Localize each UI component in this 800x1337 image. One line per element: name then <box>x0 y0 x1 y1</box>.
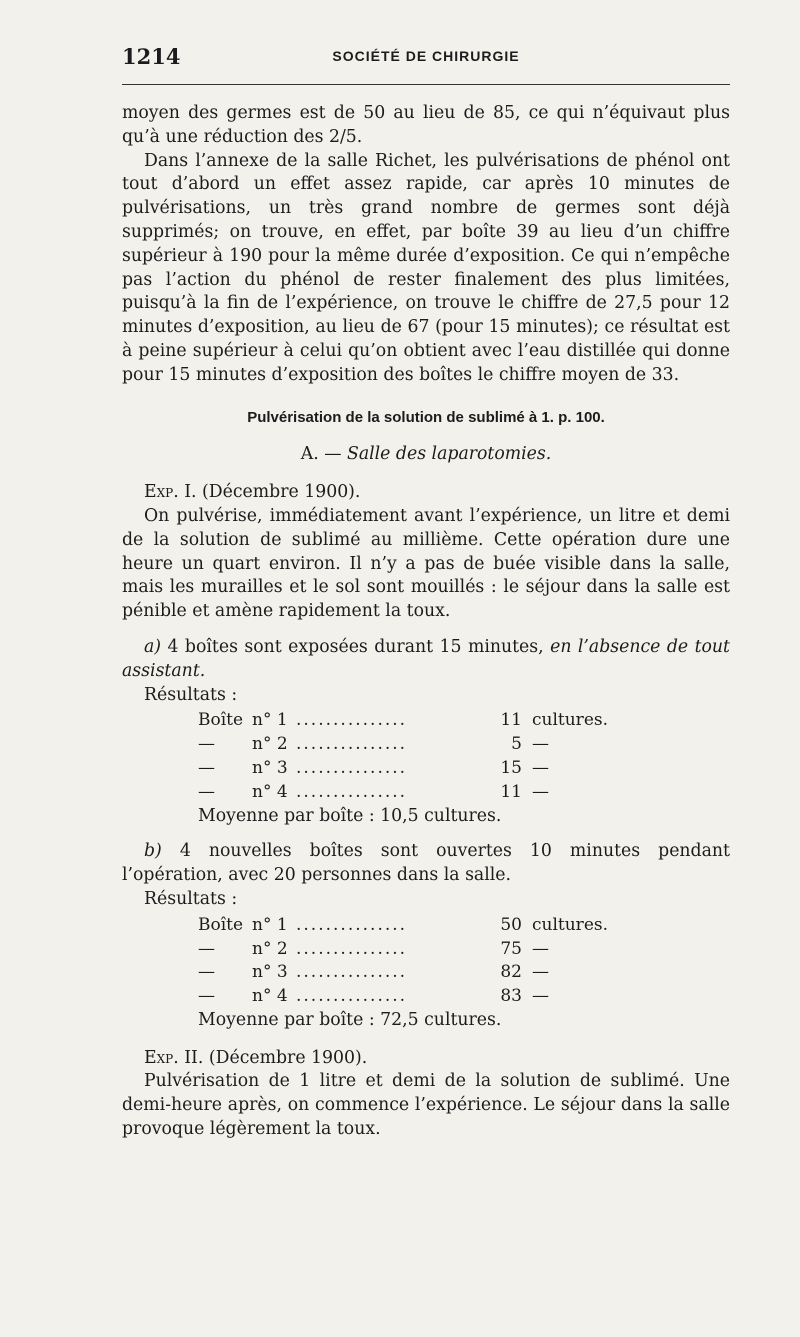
row-value: 83 <box>500 986 522 1007</box>
experiment-2-heading <box>122 1047 730 1071</box>
row-dots: ............... <box>296 734 408 755</box>
running-title: SOCIÉTÉ DE CHIRURGIE <box>332 48 520 64</box>
row-value: 5 <box>511 734 522 755</box>
row-number: n° 2 <box>252 734 288 755</box>
table-row <box>198 709 608 733</box>
header-rule <box>122 84 730 85</box>
part-b-results-table <box>198 914 608 1009</box>
subheading-prefix: A. — <box>300 444 347 465</box>
experiment-1-text: On pulvérise, immédiatement avant l’expérience, un litre et demi de la solution de sublimé au millième. Cette opération dure une heure un quart environ. Il n’y a pas de buée visible dans la salle, mais les murailles et le sol sont mouillés : le séjour dans la salle est pénible et amène rapidement la toux. <box>122 505 730 622</box>
row-number: n° 2 <box>252 938 288 959</box>
experiment-2-text: Pulvérisation de 1 litre et demi de la solution de sublimé. Une demi-heure après, on commence l’expérience. Le séjour dans la salle provoque légèrement la toux. <box>122 1071 730 1140</box>
row-number: n° 4 <box>252 781 288 802</box>
page-header <box>122 44 730 70</box>
section-heading: Pulvérisation de la solution de sublimé à 1. p. 100. <box>247 408 605 426</box>
part-b-text <box>122 840 730 888</box>
part-a-results-label: Résultats : <box>144 684 238 705</box>
row-number: n° 4 <box>252 986 288 1007</box>
row-dots: ............... <box>296 781 408 802</box>
row-number: n° 1 <box>252 914 288 935</box>
row-label: — <box>198 757 215 778</box>
subheading-title: Salle des laparotomies. <box>346 444 552 465</box>
row-value: 11 <box>500 710 522 731</box>
row-value: 82 <box>500 962 522 983</box>
row-dots: ............... <box>296 710 408 731</box>
table-row <box>198 781 608 805</box>
row-value: 11 <box>500 781 522 802</box>
part-a-text <box>122 636 730 684</box>
part-a-body: 4 boîtes sont exposées durant 15 minutes, <box>161 636 551 657</box>
part-a-letter: a) <box>144 636 162 657</box>
row-number: n° 3 <box>252 962 288 983</box>
row-dots: ............... <box>296 757 408 778</box>
row-unit: — <box>532 757 549 778</box>
row-label: — <box>198 986 215 1007</box>
table-row <box>198 757 608 781</box>
page-body <box>122 102 730 1142</box>
row-value: 50 <box>500 914 522 935</box>
experiment-2-label: Exp. II. <box>144 1047 204 1068</box>
paragraph-richet: Dans l’annexe de la salle Richet, les pulvérisations de phénol ont tout d’abord un effet assez rapide, car après 10 minutes de pulvérisations, un très grand nombre de germes sont déjà supprimés; on trouve, en effet, par boîte 39 au lieu d’un chiffre supérieur à 190 pour la même durée d’exposition. Ce qui n’empêche pas l’action du phénol de rester finalement des plus limitées, puisqu’à la fin de l’expérience, on trouve le chiffre de 27,5 pour 12 minutes d’exposition, au lieu de 67 (pour 15 minutes); ce résultat est à peine supérieur à celui qu’on obtient avec l’eau distillée qui donne pour 15 minutes d’exposition des boîtes le chiffre moyen de 33. <box>122 150 730 385</box>
page-number: 1214 <box>122 44 181 69</box>
row-unit: — <box>532 938 549 959</box>
row-value: 75 <box>500 938 522 959</box>
row-unit: — <box>532 781 549 802</box>
row-dots: ............... <box>296 986 408 1007</box>
table-row <box>198 938 608 962</box>
experiment-1-date: (Décembre 1900). <box>202 482 361 503</box>
row-unit: — <box>532 962 549 983</box>
experiment-2-date: (Décembre 1900). <box>208 1047 368 1068</box>
part-b-average: Moyenne par boîte : 72,5 cultures. <box>198 1009 502 1030</box>
table-row <box>198 961 608 985</box>
part-b-body: 4 nouvelles boîtes sont ouvertes 10 minutes pendant l’opération, avec 20 personnes dans la salle. <box>122 841 730 886</box>
subheading <box>122 443 730 467</box>
paragraph-continued: moyen des germes est de 50 au lieu de 85, ce qui n’équivaut plus qu’à une réduction des 2/5. <box>122 103 730 147</box>
experiment-1-heading <box>122 481 730 505</box>
table-row <box>198 733 608 757</box>
row-unit: cultures. <box>532 710 609 731</box>
row-number: n° 1 <box>252 710 288 731</box>
part-a-average: Moyenne par boîte : 10,5 cultures. <box>198 805 502 826</box>
table-row <box>198 914 608 938</box>
part-b-letter: b) <box>144 841 162 862</box>
part-a-italic: en l’absence de tout assistant. <box>122 636 730 681</box>
row-value: 15 <box>500 757 522 778</box>
table-row <box>198 985 608 1009</box>
row-dots: ............... <box>296 914 408 935</box>
row-unit: — <box>532 734 549 755</box>
row-label: — <box>198 938 215 959</box>
row-label: — <box>198 781 215 802</box>
row-number: n° 3 <box>252 757 288 778</box>
row-dots: ............... <box>296 962 408 983</box>
row-label: Boîte <box>198 914 244 935</box>
row-unit: — <box>532 986 549 1007</box>
row-dots: ............... <box>296 938 408 959</box>
experiment-1-label: Exp. I. <box>144 482 197 503</box>
row-unit: cultures. <box>532 914 609 935</box>
row-label: Boîte <box>198 710 244 731</box>
row-label: — <box>198 734 215 755</box>
part-b-results-label: Résultats : <box>144 888 238 909</box>
row-label: — <box>198 962 215 983</box>
part-a-results-table <box>198 709 608 804</box>
